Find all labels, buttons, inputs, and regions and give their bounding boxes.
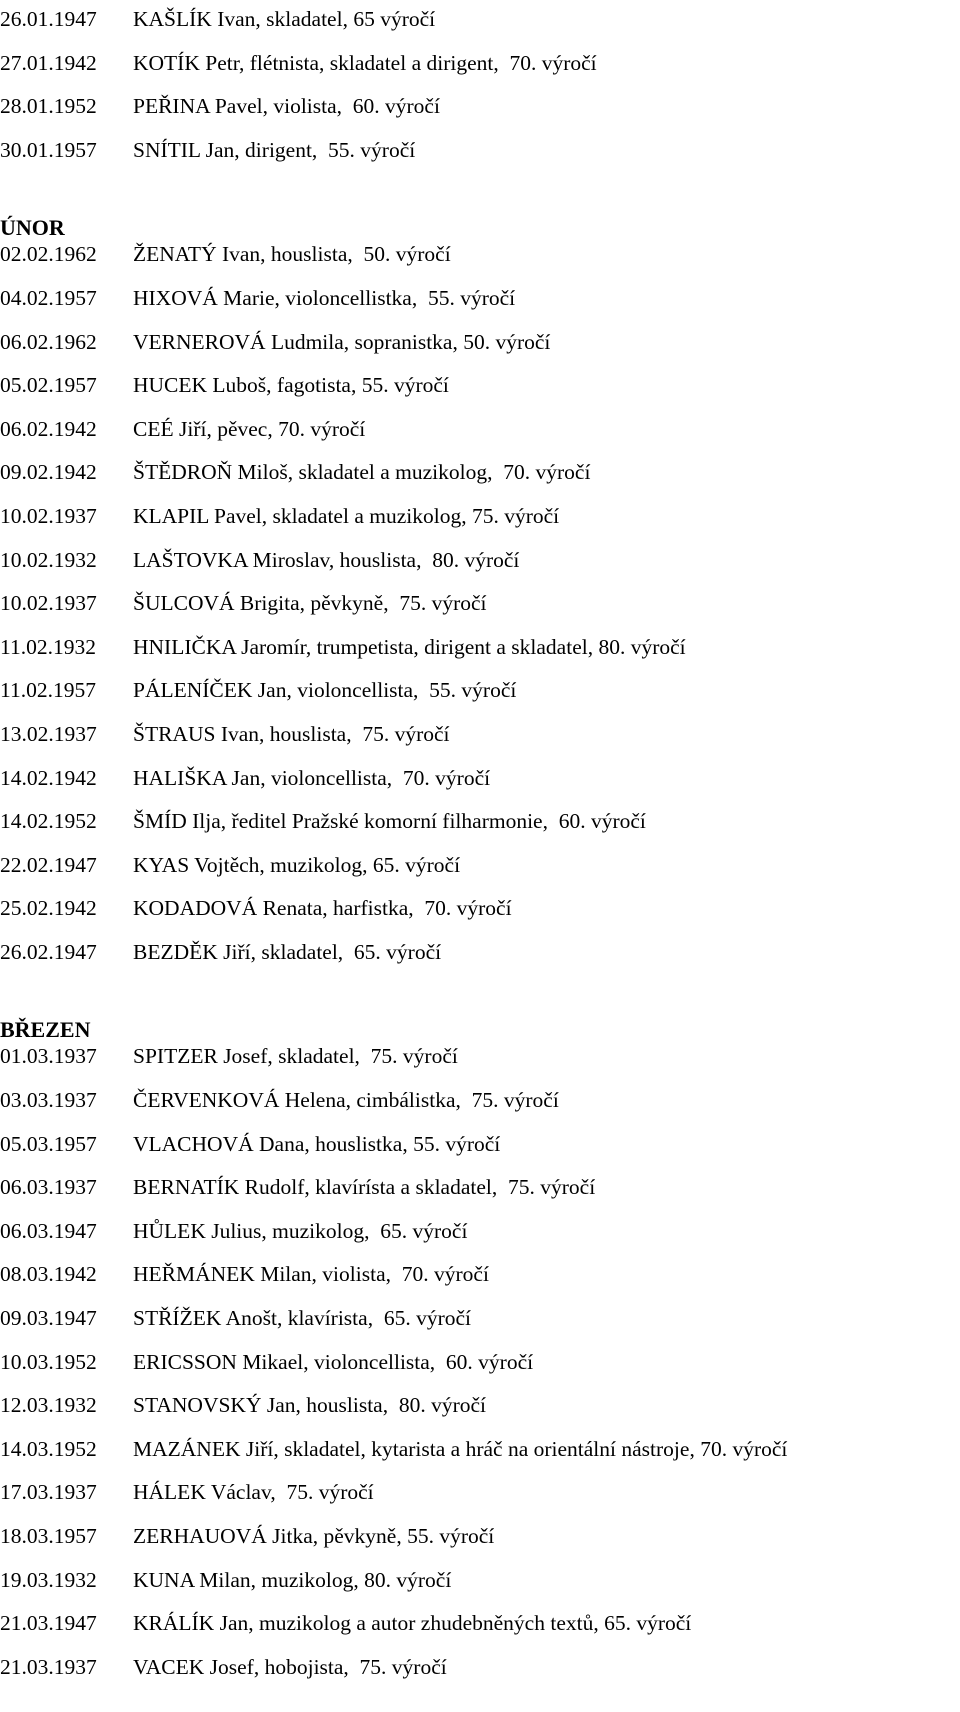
entry-text: KRÁLÍK Jan, muzikolog a autor zhudebněných textů, 65. výročí bbox=[133, 1611, 692, 1636]
anniversary-entry bbox=[0, 1384, 960, 1428]
entry-date: 06.03.1947 bbox=[0, 1218, 97, 1243]
entry-date: 21.03.1937 bbox=[0, 1654, 97, 1679]
anniversary-entry bbox=[0, 800, 960, 844]
entry-date: 21.03.1947 bbox=[0, 1611, 97, 1636]
entry-text: HEŘMÁNEK Milan, violista, 70. výročí bbox=[133, 1262, 489, 1287]
entry-date: 05.02.1957 bbox=[0, 373, 97, 398]
anniversary-entry bbox=[0, 887, 960, 931]
entry-text: ŠTĚDROŇ Miloš, skladatel a muzikolog, 70. výročí bbox=[133, 460, 591, 485]
anniversary-entry bbox=[0, 757, 960, 801]
entry-date: 06.03.1937 bbox=[0, 1175, 97, 1200]
anniversary-entry bbox=[0, 1471, 960, 1515]
anniversary-entry bbox=[0, 1341, 960, 1385]
entry-text: HNILIČKA Jaromír, trumpetista, dirigent a skladatel, 80. výročí bbox=[133, 634, 686, 659]
entry-text: CEÉ Jiří, pěvec, 70. výročí bbox=[133, 416, 366, 441]
entry-text: PEŘINA Pavel, violista, 60. výročí bbox=[133, 94, 440, 119]
month-section bbox=[0, 1017, 960, 1689]
anniversary-entry bbox=[0, 626, 960, 670]
entry-text: ŽENATÝ Ivan, houslista, 50. výročí bbox=[133, 242, 451, 267]
anniversary-entry bbox=[0, 844, 960, 888]
entry-date: 06.02.1962 bbox=[0, 329, 97, 354]
entry-date: 26.02.1947 bbox=[0, 939, 97, 964]
anniversary-entry bbox=[0, 539, 960, 583]
entry-text: LAŠTOVKA Miroslav, houslista, 80. výročí bbox=[133, 547, 520, 572]
entry-date: 18.03.1957 bbox=[0, 1524, 97, 1548]
entry-date: 28.01.1952 bbox=[0, 94, 97, 119]
entry-date: 11.02.1957 bbox=[0, 678, 96, 703]
anniversary-entry bbox=[0, 42, 960, 86]
anniversary-entry bbox=[0, 85, 960, 129]
entry-date: 10.03.1952 bbox=[0, 1349, 97, 1374]
entry-date: 09.02.1942 bbox=[0, 460, 97, 485]
entry-text: HIXOVÁ Marie, violoncellistka, 55. výročí bbox=[133, 285, 516, 310]
entry-date: 19.03.1932 bbox=[0, 1567, 97, 1592]
anniversary-entry bbox=[0, 1253, 960, 1297]
entry-date: 10.02.1937 bbox=[0, 591, 97, 616]
entry-date: 25.02.1942 bbox=[0, 896, 97, 921]
entry-text: VACEK Josef, hobojista, 75. výročí bbox=[133, 1654, 447, 1679]
entry-text: SPITZER Josef, skladatel, 75. výročí bbox=[133, 1044, 458, 1069]
entry-text: STŘÍŽEK Anošt, klavírista, 65. výročí bbox=[133, 1306, 471, 1331]
entry-date: 14.02.1952 bbox=[0, 809, 97, 834]
anniversary-entry bbox=[0, 0, 960, 42]
anniversary-entry bbox=[0, 931, 960, 975]
entry-text: SNÍTIL Jan, dirigent, 55. výročí bbox=[133, 137, 416, 162]
anniversary-entry bbox=[0, 1166, 960, 1210]
entry-date: 22.02.1947 bbox=[0, 852, 97, 877]
entry-text: HUCEK Luboš, fagotista, 55. výročí bbox=[133, 373, 449, 398]
entry-date: 26.01.1947 bbox=[0, 7, 97, 31]
anniversary-entry bbox=[0, 1559, 960, 1603]
anniversary-entry bbox=[0, 1428, 960, 1472]
entry-date: 01.03.1937 bbox=[0, 1044, 97, 1069]
entry-date: 13.02.1937 bbox=[0, 721, 97, 746]
anniversary-entry bbox=[0, 1602, 960, 1646]
anniversary-entry bbox=[0, 408, 960, 452]
entry-text: MAZÁNEK Jiří, skladatel, kytarista a hráč na orientální nástroje, 70. výročí bbox=[133, 1436, 788, 1461]
entry-text: ČERVENKOVÁ Helena, cimbálistka, 75. výročí bbox=[133, 1088, 559, 1113]
anniversary-entry bbox=[0, 129, 960, 173]
entry-date: 27.01.1942 bbox=[0, 50, 97, 75]
entry-text: VLACHOVÁ Dana, houslistka, 55. výročí bbox=[133, 1131, 501, 1156]
entry-date: 14.02.1942 bbox=[0, 765, 97, 790]
entry-text: ŠULCOVÁ Brigita, pěvkyně, 75. výročí bbox=[133, 591, 487, 616]
entry-text: ŠTRAUS Ivan, houslista, 75. výročí bbox=[133, 721, 450, 746]
entry-text: HÁLEK Václav, 75. výročí bbox=[133, 1480, 374, 1505]
entry-text: KYAS Vojtěch, muzikolog, 65. výročí bbox=[133, 852, 461, 877]
entry-date: 08.03.1942 bbox=[0, 1262, 97, 1287]
anniversary-entry bbox=[0, 277, 960, 321]
anniversary-entry bbox=[0, 1210, 960, 1254]
anniversary-entry bbox=[0, 1035, 960, 1079]
entry-date: 10.02.1937 bbox=[0, 503, 97, 528]
entry-text: ZERHAUOVÁ Jitka, pěvkyně, 55. výročí bbox=[133, 1524, 495, 1548]
entry-text: KUNA Milan, muzikolog, 80. výročí bbox=[133, 1567, 452, 1592]
entry-text: KLAPIL Pavel, skladatel a muzikolog, 75. výročí bbox=[133, 503, 560, 528]
entry-date: 12.03.1932 bbox=[0, 1393, 97, 1418]
entry-text: BEZDĚK Jiří, skladatel, 65. výročí bbox=[133, 939, 442, 964]
anniversary-entry bbox=[0, 713, 960, 757]
entry-text: ERICSSON Mikael, violoncellista, 60. výročí bbox=[133, 1349, 534, 1374]
month-section bbox=[0, 0, 960, 172]
entry-text: KOTÍK Petr, flétnista, skladatel a dirigent, 70. výročí bbox=[133, 50, 597, 75]
entry-date: 06.02.1942 bbox=[0, 416, 97, 441]
anniversary-entry bbox=[0, 233, 960, 277]
entry-date: 10.02.1932 bbox=[0, 547, 97, 572]
entry-date: 03.03.1937 bbox=[0, 1088, 97, 1113]
entry-date: 14.03.1952 bbox=[0, 1436, 97, 1461]
entry-date: 17.03.1937 bbox=[0, 1480, 97, 1505]
entry-date: 09.03.1947 bbox=[0, 1306, 97, 1331]
anniversary-entry bbox=[0, 495, 960, 539]
anniversary-entry bbox=[0, 1079, 960, 1123]
anniversary-entry bbox=[0, 1646, 960, 1690]
entry-text: VERNEROVÁ Ludmila, sopranistka, 50. výročí bbox=[133, 329, 551, 354]
entry-text: PÁLENÍČEK Jan, violoncellista, 55. výročí bbox=[133, 678, 517, 703]
entry-text: ŠMÍD Ilja, ředitel Pražské komorní filharmonie, 60. výročí bbox=[133, 809, 646, 834]
entry-date: 04.02.1957 bbox=[0, 285, 97, 310]
entry-text: KAŠLÍK Ivan, skladatel, 65 výročí bbox=[133, 7, 436, 31]
entry-text: KODADOVÁ Renata, harfistka, 70. výročí bbox=[133, 896, 512, 921]
entry-text: BERNATÍK Rudolf, klavírísta a skladatel, 75. výročí bbox=[133, 1175, 596, 1200]
anniversary-entry bbox=[0, 364, 960, 408]
anniversary-entry bbox=[0, 669, 960, 713]
month-heading: ÚNOR bbox=[0, 215, 65, 241]
anniversary-entry bbox=[0, 582, 960, 626]
anniversary-entry bbox=[0, 1515, 960, 1559]
anniversary-entry bbox=[0, 451, 960, 495]
anniversary-entry bbox=[0, 321, 960, 365]
entry-date: 11.02.1932 bbox=[0, 634, 96, 659]
entry-date: 05.03.1957 bbox=[0, 1131, 97, 1156]
month-section bbox=[0, 215, 960, 974]
entry-text: HALIŠKA Jan, violoncellista, 70. výročí bbox=[133, 765, 491, 790]
entry-date: 02.02.1962 bbox=[0, 242, 97, 267]
month-heading: BŘEZEN bbox=[0, 1017, 91, 1043]
entry-date: 30.01.1957 bbox=[0, 137, 97, 162]
entry-text: STANOVSKÝ Jan, houslista, 80. výročí bbox=[133, 1393, 487, 1418]
entry-text: HŮLEK Julius, muzikolog, 65. výročí bbox=[133, 1218, 468, 1243]
anniversary-entry bbox=[0, 1297, 960, 1341]
anniversary-entry bbox=[0, 1123, 960, 1167]
